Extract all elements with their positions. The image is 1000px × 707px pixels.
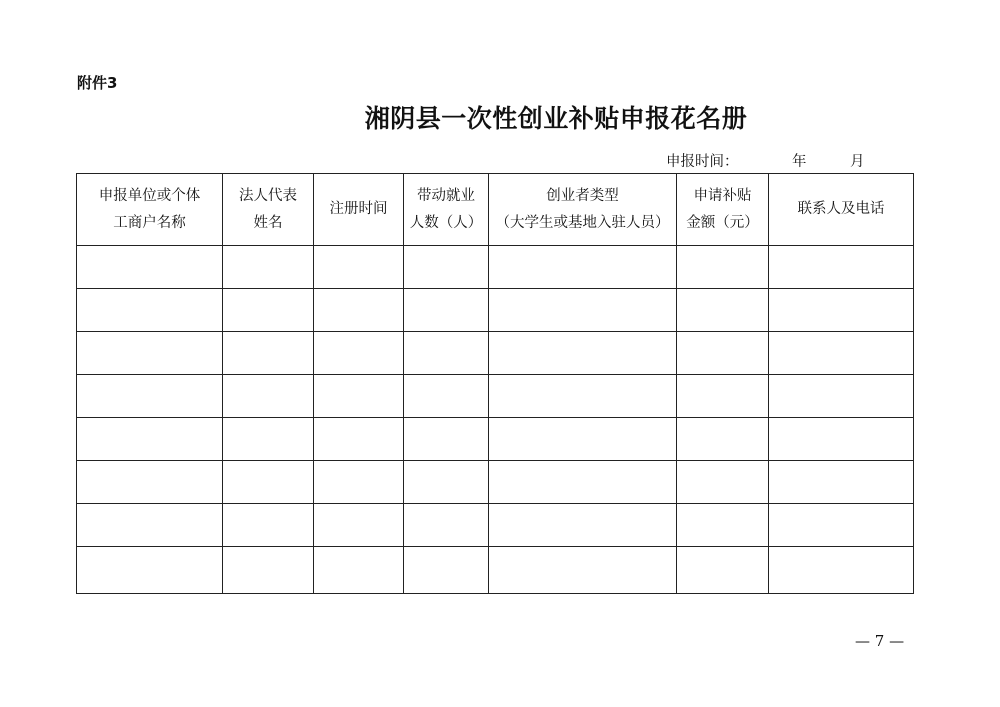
table-cell: [769, 418, 914, 461]
table-cell: [77, 418, 223, 461]
header-row: [77, 174, 914, 246]
table-row: [77, 504, 914, 547]
table-row: [77, 375, 914, 418]
table-cell: [489, 375, 677, 418]
table-cell: [314, 547, 404, 594]
header-legal-rep: [223, 174, 314, 246]
table-row: [77, 332, 914, 375]
header-contact: [769, 174, 914, 246]
report-time-line: [666, 150, 865, 171]
header-unit-name: [77, 174, 223, 246]
table-cell: [223, 461, 314, 504]
header-line: 金额（元）: [686, 214, 759, 231]
table-row: [77, 418, 914, 461]
table-cell: [314, 246, 404, 289]
header-line: 人数（人）: [409, 214, 483, 231]
table-cell: [314, 504, 404, 547]
table-cell: [677, 547, 769, 594]
table-cell: [77, 375, 223, 418]
table-cell: [769, 332, 914, 375]
table-cell: [404, 504, 489, 547]
table-cell: [489, 504, 677, 547]
table-cell: [769, 547, 914, 594]
table-cell: [77, 289, 223, 332]
table-cell: [314, 375, 404, 418]
table-cell: [223, 332, 314, 375]
header-line: 注册时间: [329, 201, 388, 217]
table-cell: [77, 547, 223, 594]
table-cell: [677, 375, 769, 418]
table-row: [77, 547, 914, 594]
table-cell: [223, 418, 314, 461]
header-line: 工商户名称: [113, 214, 186, 231]
table-cell: [769, 461, 914, 504]
header-line: 联系人及电话: [797, 201, 885, 217]
table-cell: [489, 246, 677, 289]
table-cell: [404, 418, 489, 461]
header-line: 申报单位或个体: [98, 187, 201, 204]
table-cell: [769, 289, 914, 332]
header-line: （大学生或基地入驻人员）: [495, 214, 670, 231]
table-cell: [404, 375, 489, 418]
page-number: — 7 —: [855, 632, 905, 650]
header-line: 姓名: [253, 214, 283, 231]
table-cell: [77, 332, 223, 375]
table-row: [77, 461, 914, 504]
subsidy-register-table: [76, 173, 914, 594]
table-cell: [489, 289, 677, 332]
table-cell: [677, 246, 769, 289]
table-cell: [77, 504, 223, 547]
table-cell: [77, 461, 223, 504]
table-cell: [404, 461, 489, 504]
header-line: 创业者类型: [546, 187, 619, 204]
header-entrepreneur-type: [489, 174, 677, 246]
table-cell: [677, 418, 769, 461]
table-cell: [404, 246, 489, 289]
report-time-month-unit: 月: [850, 154, 865, 170]
attachment-label: 附件3: [77, 74, 118, 92]
table-cell: [223, 547, 314, 594]
table-cell: [404, 332, 489, 375]
header-line: 申请补贴: [693, 187, 752, 204]
table-cell: [677, 504, 769, 547]
report-time-label: 申报时间：: [666, 154, 739, 170]
table-cell: [314, 418, 404, 461]
table-cell: [223, 246, 314, 289]
table-cell: [77, 246, 223, 289]
table-cell: [404, 289, 489, 332]
table-cell: [404, 547, 489, 594]
table-cell: [677, 289, 769, 332]
header-line: 带动就业: [417, 187, 475, 204]
table-cell: [489, 332, 677, 375]
table-cell: [677, 461, 769, 504]
report-time-year-unit: 年: [792, 154, 807, 170]
table-cell: [223, 504, 314, 547]
header-jobs-created: [404, 174, 489, 246]
table-cell: [769, 504, 914, 547]
table-cell: [223, 375, 314, 418]
table-cell: [314, 289, 404, 332]
table-cell: [489, 461, 677, 504]
document-title: 湘阴县一次性创业补贴申报花名册: [364, 104, 748, 133]
table-cell: [314, 461, 404, 504]
table-row: [77, 289, 914, 332]
table-row: [77, 246, 914, 289]
table-cell: [769, 375, 914, 418]
table-cell: [677, 332, 769, 375]
header-registration-time: [314, 174, 404, 246]
header-line: 法人代表: [239, 187, 297, 204]
header-subsidy-amount: [677, 174, 769, 246]
table-cell: [769, 246, 914, 289]
table-cell: [314, 332, 404, 375]
table-cell: [489, 418, 677, 461]
table-cell: [489, 547, 677, 594]
table-cell: [223, 289, 314, 332]
